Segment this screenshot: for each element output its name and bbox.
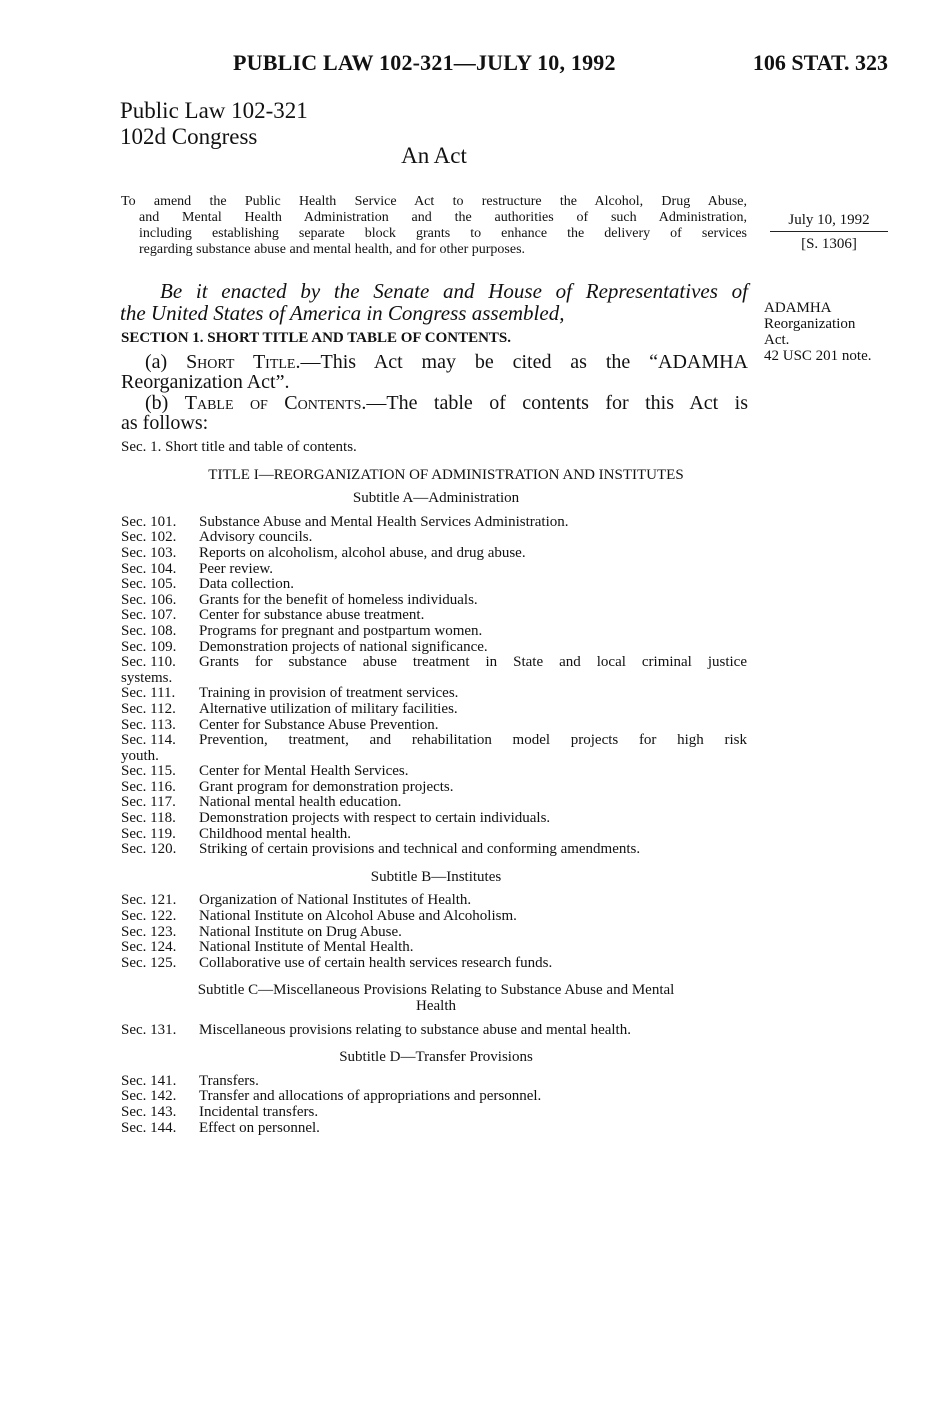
toc-sec-number: Sec. 108. <box>121 622 177 639</box>
toc-sec-text: Short title and table of contents. <box>165 439 357 455</box>
toc-entry <box>121 655 751 671</box>
toc-sec-text: Transfer and allocations of appropriations and personnel. <box>199 1088 542 1105</box>
toc-sec-number: Sec. 103. <box>121 544 177 561</box>
toc-sec-text: Data collection. <box>199 576 294 593</box>
toc-sec-number: Sec. 107. <box>121 607 177 624</box>
toc-sec-text: Center for Mental Health Services. <box>199 763 409 780</box>
enactment-date: July 10, 1992 <box>770 211 888 232</box>
toc-subtitle-a-list <box>121 515 751 858</box>
purpose-line: including establishing separate block grants to enhance the delivery of services <box>139 226 747 241</box>
toc-entry <box>121 624 751 640</box>
enacting-line: Be it enacted by the Senate and House of Representatives of <box>160 279 748 303</box>
toc-subtitle-b-list <box>121 893 751 971</box>
toc-sec-text: National Institute on Drug Abuse. <box>199 923 402 940</box>
toc-entry <box>121 827 751 843</box>
page-header <box>120 50 888 80</box>
toc-sec-text: Grants for substance abuse treatment in State and local criminal justice <box>199 654 747 671</box>
toc-sec-number: Sec. 123. <box>121 923 177 940</box>
toc-sec-text: Incidental transfers. <box>199 1103 319 1120</box>
toc-subtitle-heading: Subtitle A—Administration <box>352 490 520 507</box>
toc-entry <box>121 440 751 456</box>
toc-sec-number: Sec. 131. <box>121 1021 177 1038</box>
toc-sec-text: National mental health education. <box>199 794 402 811</box>
toc-sec-text: Demonstration projects of national significance. <box>199 638 488 655</box>
subsection-b-prefix: (b) <box>145 392 185 414</box>
subsection-b <box>121 393 748 433</box>
toc-entry <box>121 718 751 734</box>
toc-subtitle-heading: Subtitle D—Transfer Provisions <box>339 1049 533 1066</box>
toc-sec-number: Sec. 113. <box>121 716 176 733</box>
margin-citation-note <box>764 300 904 364</box>
toc-entry <box>121 608 751 624</box>
toc-entry <box>121 1074 751 1090</box>
subsection-a-text: .—This Act may be cited as the “ADAMHA <box>295 351 748 373</box>
public-law-number: Public Law 102-321 <box>120 98 308 123</box>
toc-sec-number: Sec. 142. <box>121 1088 177 1105</box>
toc-sec-number: Sec. 120. <box>121 841 177 858</box>
toc-sec-number: Sec. 119. <box>121 825 176 842</box>
toc-sec-number: Sec. 114. <box>121 732 176 749</box>
toc-sec-number: Sec. 105. <box>121 576 177 593</box>
toc-entry <box>121 530 751 546</box>
toc-sec-number: Sec. 125. <box>121 954 177 971</box>
toc-sec-number: Sec. 111. <box>121 685 176 702</box>
toc-entry <box>121 811 751 827</box>
toc-entry <box>121 893 751 909</box>
toc-sec-number: Sec. 112. <box>121 700 176 717</box>
margin-note-line: 42 USC 201 note. <box>764 348 872 364</box>
toc-sec-number: Sec. 115. <box>121 763 176 780</box>
toc-sec-number: Sec. 109. <box>121 638 177 655</box>
toc-sec-text: Childhood mental health. <box>199 825 352 842</box>
toc-sec-text: Training in provision of treatment services. <box>199 685 459 702</box>
toc-sec-number: Sec. 110. <box>121 654 176 671</box>
margin-date-note <box>770 211 888 253</box>
toc-entry <box>121 780 751 796</box>
subsection-b-line2: as follows: <box>121 412 209 434</box>
purpose-line: regarding substance abuse and mental health, and for other purposes. <box>139 242 526 257</box>
toc-sec-text: Substance Abuse and Mental Health Services Administration. <box>199 513 569 530</box>
toc-entry <box>121 1089 751 1105</box>
toc-sec-number: Sec. 121. <box>121 892 177 909</box>
toc-sec-number: Sec. 116. <box>121 778 176 795</box>
toc-sec-text: Prevention, treatment, and rehabilitation model projects for high risk <box>199 732 747 749</box>
toc-sec-text: Effect on personnel. <box>199 1119 320 1136</box>
toc-entry <box>121 686 751 702</box>
toc-sec-text-cont: systems. <box>121 669 173 686</box>
toc-entry <box>121 842 751 858</box>
toc-entry <box>121 795 751 811</box>
toc-sec-number: Sec. 117. <box>121 794 176 811</box>
toc-entry <box>121 909 751 925</box>
toc-title-heading: TITLE I—REORGANIZATION OF ADMINISTRATION AND INSTITUTES <box>208 466 684 483</box>
purpose-line: and Mental Health Administration and the authorities of such Administration, <box>139 210 747 225</box>
toc-entry <box>121 1105 751 1121</box>
toc-sec-number: Sec. 1. <box>121 439 162 455</box>
subsection-b-text: .—The table of contents for this Act is <box>361 392 748 414</box>
toc-subtitle-heading: Subtitle B—Institutes <box>370 868 502 885</box>
congress-label: 102d Congress <box>120 124 258 149</box>
subsection-a-prefix: (a) <box>145 351 187 373</box>
toc-entry <box>121 577 751 593</box>
toc-sec-number: Sec. 104. <box>121 560 177 577</box>
toc-sec-text: Alternative utilization of military facilities. <box>199 700 458 717</box>
toc-sec-text: Grants for the benefit of homeless individuals. <box>199 591 478 608</box>
purpose-line: To amend the Public Health Service Act to restructure the Alcohol, Drug Abuse, <box>121 194 747 209</box>
toc-entry <box>121 1121 751 1137</box>
subsection-b-label: Table of Contents <box>184 392 362 414</box>
toc-sec-text: Advisory councils. <box>199 529 313 546</box>
toc-sec-text: Miscellaneous provisions relating to substance abuse and mental health. <box>199 1021 631 1038</box>
toc-sec-number: Sec. 101. <box>121 513 177 530</box>
toc-sec-number: Sec. 144. <box>121 1119 177 1136</box>
subsection-a <box>121 352 748 392</box>
purpose-clause <box>121 194 747 258</box>
act-title: An Act <box>401 143 467 168</box>
toc-sec-text: Demonstration projects with respect to certain individuals. <box>199 810 551 827</box>
toc-entry <box>121 702 751 718</box>
running-head: PUBLIC LAW 102-321—JULY 10, 1992 <box>233 50 616 75</box>
toc-entry <box>121 764 751 780</box>
toc-entry <box>121 593 751 609</box>
toc-entry <box>121 940 751 956</box>
toc-sec-number: Sec. 122. <box>121 908 177 925</box>
toc-sec-text: Grant program for demonstration projects. <box>199 778 454 795</box>
enacting-line: the United States of America in Congress assembled, <box>120 301 565 325</box>
subsection-b-line1 <box>121 393 748 413</box>
toc-entry <box>121 925 751 941</box>
toc-entry <box>121 956 751 972</box>
toc-sec-number: Sec. 102. <box>121 529 177 546</box>
toc-sec-text: Programs for pregnant and postpartum women. <box>199 622 483 639</box>
toc-sec-text: Peer review. <box>199 560 273 577</box>
toc-sec-text: Collaborative use of certain health services research funds. <box>199 954 553 971</box>
toc-entry <box>121 562 751 578</box>
toc-entry <box>121 733 751 749</box>
toc-subtitle-heading: Subtitle C—Miscellaneous Provisions Relating to Substance Abuse and Mental <box>197 982 675 999</box>
margin-note-line: Act. <box>764 332 790 348</box>
toc-entry <box>121 640 751 656</box>
toc-entry <box>121 1023 751 1039</box>
toc-entry <box>121 546 751 562</box>
table-of-contents <box>121 440 751 1136</box>
section-heading: SECTION 1. SHORT TITLE AND TABLE OF CONTENTS. <box>121 330 512 346</box>
enacting-clause <box>120 280 748 324</box>
stat-page-number: 106 STAT. 323 <box>752 50 888 75</box>
toc-sec-text: Transfers. <box>199 1072 259 1089</box>
subsection-a-line1 <box>121 352 748 372</box>
toc-sec-number: Sec. 141. <box>121 1072 177 1089</box>
toc-sec-number: Sec. 106. <box>121 591 177 608</box>
margin-note-line: Reorganization <box>764 316 856 332</box>
toc-subtitle-d-list <box>121 1074 751 1136</box>
toc-sec-text: Organization of National Institutes of Health. <box>199 892 472 909</box>
toc-sec-text: Center for substance abuse treatment. <box>199 607 425 624</box>
toc-subtitle-heading-cont: Health <box>416 998 456 1014</box>
toc-sec-text-cont: youth. <box>121 747 159 764</box>
toc-sec-text: Striking of certain provisions and technical and conforming amendments. <box>199 841 641 858</box>
subsection-a-line2: Reorganization Act”. <box>121 371 290 393</box>
subsection-a-label: Short Title <box>186 351 296 373</box>
toc-entry <box>121 515 751 531</box>
bill-number: [S. 1306] <box>801 236 857 252</box>
margin-note-line: ADAMHA <box>764 300 832 316</box>
toc-sec-text: Center for Substance Abuse Prevention. <box>199 716 439 733</box>
toc-sec-number: Sec. 124. <box>121 939 177 956</box>
toc-sec-text: National Institute on Alcohol Abuse and Alcoholism. <box>199 908 517 925</box>
toc-sec-number: Sec. 118. <box>121 810 176 827</box>
toc-sec-text: Reports on alcoholism, alcohol abuse, and drug abuse. <box>199 544 526 561</box>
toc-subtitle-c-list <box>121 1023 751 1039</box>
toc-sec-text: National Institute of Mental Health. <box>199 939 414 956</box>
toc-sec-number: Sec. 143. <box>121 1103 177 1120</box>
